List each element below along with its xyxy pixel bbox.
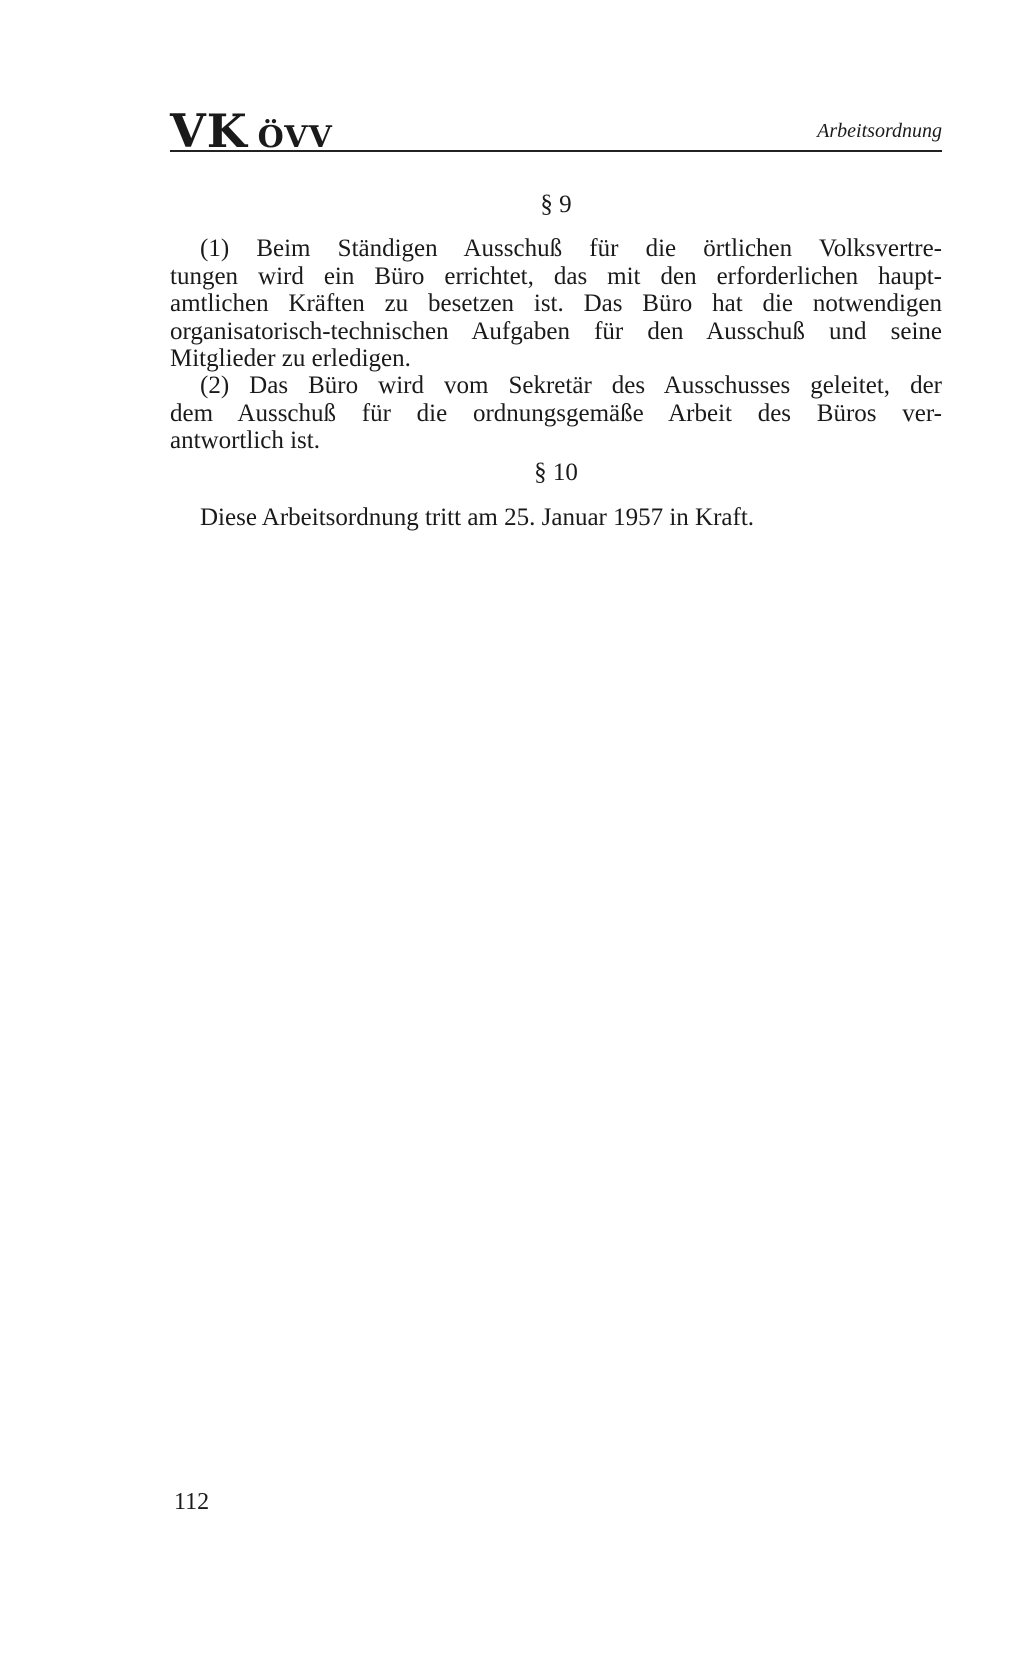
section-heading-9: § 9 xyxy=(540,191,572,218)
paragraph-9-1 xyxy=(170,235,942,373)
page-header xyxy=(170,104,942,158)
text-line: (1) Beim Ständigen Ausschuß für die örtlichen Volksvertre- xyxy=(200,235,942,262)
text-line: amtlichen Kräften zu besetzen ist. Das Büro hat die notwendigen xyxy=(170,290,942,317)
text-line: Mitglieder zu erledigen. xyxy=(170,345,411,372)
paragraph-10: Diese Arbeitsordnung tritt am 25. Januar 1957 in Kraft. xyxy=(200,504,755,531)
header-rule xyxy=(170,150,942,152)
paragraph-9-2 xyxy=(170,372,942,455)
running-title: Arbeitsordnung xyxy=(817,120,942,142)
vk-ovv-logo: VK ÖVV xyxy=(170,104,333,158)
text-line: antwortlich ist. xyxy=(170,427,320,454)
text-line: tungen wird ein Büro errichtet, das mit den erforderlichen haupt- xyxy=(170,262,942,290)
text-line: dem Ausschuß für die ordnungsgemäße Arbeit des Büros ver- xyxy=(170,399,942,427)
text-line: (2) Das Büro wird vom Sekretär des Ausschusses geleitet, der xyxy=(200,372,942,399)
page-number: 112 xyxy=(174,1489,210,1515)
section-heading-10: § 10 xyxy=(534,459,578,486)
text-line: organisatorisch-technischen Aufgaben für den Ausschuß und seine xyxy=(170,317,942,345)
